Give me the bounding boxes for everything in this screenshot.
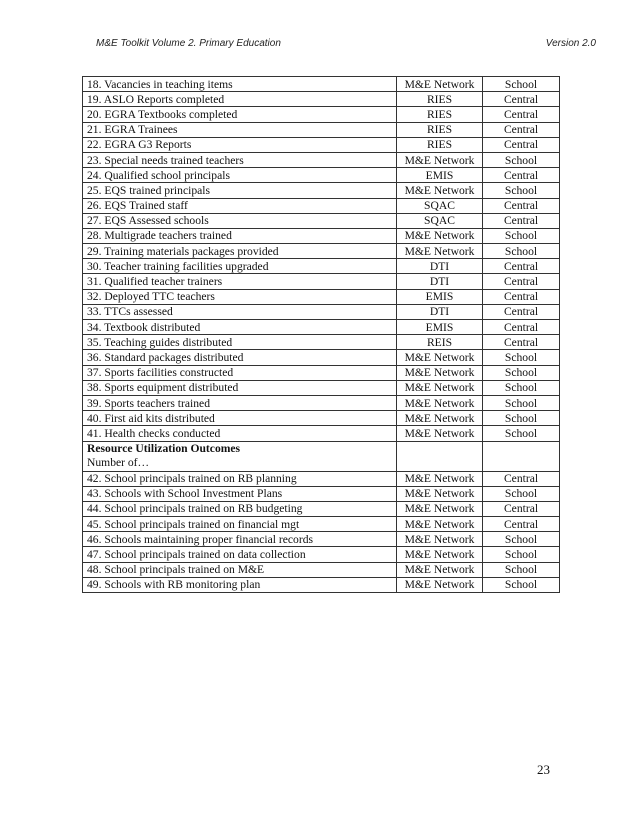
page-header xyxy=(96,38,596,54)
section-header-group xyxy=(83,441,560,471)
level-cell: School xyxy=(483,532,560,547)
level-cell: Central xyxy=(483,92,560,107)
data-source-cell: M&E Network xyxy=(397,547,483,562)
data-source-cell: SQAC xyxy=(397,198,483,213)
document-title: M&E Toolkit Volume 2. Primary Education xyxy=(96,38,281,49)
level-cell: Central xyxy=(483,122,560,137)
data-source-cell: M&E Network xyxy=(397,244,483,259)
level-cell: Central xyxy=(483,471,560,486)
level-cell: School xyxy=(483,152,560,167)
level-cell: School xyxy=(483,562,560,577)
table-row xyxy=(83,107,560,122)
data-source-cell: M&E Network xyxy=(397,350,483,365)
table-row xyxy=(83,411,560,426)
indicator-cell: 43. Schools with School Investment Plans xyxy=(83,486,397,501)
data-source-cell: SQAC xyxy=(397,213,483,228)
table-row xyxy=(83,244,560,259)
data-source-cell: M&E Network xyxy=(397,183,483,198)
indicator-cell: 21. EGRA Trainees xyxy=(83,122,397,137)
indicator-cell: 45. School principals trained on financial mgt xyxy=(83,517,397,532)
indicator-cell: 39. Sports teachers trained xyxy=(83,395,397,410)
table-row xyxy=(83,365,560,380)
page-number: 23 xyxy=(537,762,550,777)
section-header-cell xyxy=(83,441,397,471)
indicator-rows-group-a xyxy=(83,77,560,442)
section-title: Resource Utilization Outcomes xyxy=(87,442,241,455)
indicator-cell: 28. Multigrade teachers trained xyxy=(83,228,397,243)
indicator-cell: 25. EQS trained principals xyxy=(83,183,397,198)
section-header-row xyxy=(83,441,560,471)
table-row xyxy=(83,304,560,319)
data-source-cell: M&E Network xyxy=(397,532,483,547)
indicator-cell: 37. Sports facilities constructed xyxy=(83,365,397,380)
level-cell: School xyxy=(483,380,560,395)
data-source-cell: M&E Network xyxy=(397,562,483,577)
table-row xyxy=(83,395,560,410)
level-cell: Central xyxy=(483,304,560,319)
data-source-cell: EMIS xyxy=(397,168,483,183)
table-row xyxy=(83,198,560,213)
data-source-cell: RIES xyxy=(397,137,483,152)
table-row xyxy=(83,501,560,516)
level-cell: School xyxy=(483,426,560,441)
section-level-cell xyxy=(483,441,560,471)
level-cell: School xyxy=(483,183,560,198)
level-cell: Central xyxy=(483,259,560,274)
data-source-cell: DTI xyxy=(397,259,483,274)
indicator-cell: 42. School principals trained on RB planning xyxy=(83,471,397,486)
level-cell: Central xyxy=(483,335,560,350)
data-source-cell: M&E Network xyxy=(397,517,483,532)
level-cell: Central xyxy=(483,517,560,532)
indicator-cell: 19. ASLO Reports completed xyxy=(83,92,397,107)
table-row xyxy=(83,517,560,532)
indicator-cell: 24. Qualified school principals xyxy=(83,168,397,183)
indicator-cell: 35. Teaching guides distributed xyxy=(83,335,397,350)
indicator-cell: 32. Deployed TTC teachers xyxy=(83,289,397,304)
data-source-cell: M&E Network xyxy=(397,501,483,516)
indicator-cell: 27. EQS Assessed schools xyxy=(83,213,397,228)
level-cell: Central xyxy=(483,213,560,228)
indicator-cell: 33. TTCs assessed xyxy=(83,304,397,319)
level-cell: School xyxy=(483,395,560,410)
data-source-cell: RIES xyxy=(397,122,483,137)
data-source-cell: EMIS xyxy=(397,320,483,335)
data-source-cell: DTI xyxy=(397,304,483,319)
level-cell: Central xyxy=(483,168,560,183)
data-source-cell: RIES xyxy=(397,107,483,122)
table-row xyxy=(83,152,560,167)
indicator-cell: 41. Health checks conducted xyxy=(83,426,397,441)
level-cell: School xyxy=(483,350,560,365)
data-source-cell: M&E Network xyxy=(397,486,483,501)
level-cell: School xyxy=(483,411,560,426)
table-row xyxy=(83,168,560,183)
indicator-cell: 20. EGRA Textbooks completed xyxy=(83,107,397,122)
indicator-cell: 29. Training materials packages provided xyxy=(83,244,397,259)
data-source-cell: M&E Network xyxy=(397,426,483,441)
indicator-cell: 47. School principals trained on data collection xyxy=(83,547,397,562)
data-source-cell: M&E Network xyxy=(397,471,483,486)
table-row xyxy=(83,486,560,501)
level-cell: Central xyxy=(483,274,560,289)
table-row xyxy=(83,350,560,365)
table-row xyxy=(83,92,560,107)
indicator-cell: 44. School principals trained on RB budgeting xyxy=(83,501,397,516)
level-cell: School xyxy=(483,577,560,592)
data-source-cell: EMIS xyxy=(397,289,483,304)
data-source-cell: DTI xyxy=(397,274,483,289)
table-row xyxy=(83,547,560,562)
indicator-cell: 34. Textbook distributed xyxy=(83,320,397,335)
indicator-cell: 46. Schools maintaining proper financial records xyxy=(83,532,397,547)
indicator-cell: 23. Special needs trained teachers xyxy=(83,152,397,167)
indicator-cell: 26. EQS Trained staff xyxy=(83,198,397,213)
table-row xyxy=(83,274,560,289)
table-row xyxy=(83,122,560,137)
level-cell: School xyxy=(483,228,560,243)
data-source-cell: M&E Network xyxy=(397,77,483,92)
level-cell: Central xyxy=(483,320,560,335)
level-cell: Central xyxy=(483,198,560,213)
table-row xyxy=(83,183,560,198)
indicator-cell: 30. Teacher training facilities upgraded xyxy=(83,259,397,274)
level-cell: School xyxy=(483,486,560,501)
level-cell: Central xyxy=(483,289,560,304)
table-row xyxy=(83,77,560,92)
table-row xyxy=(83,577,560,592)
indicator-cell: 18. Vacancies in teaching items xyxy=(83,77,397,92)
level-cell: School xyxy=(483,547,560,562)
table-row xyxy=(83,259,560,274)
table-row xyxy=(83,562,560,577)
table-row xyxy=(83,137,560,152)
indicator-rows-group-b xyxy=(83,471,560,593)
data-source-cell: M&E Network xyxy=(397,380,483,395)
section-source-cell xyxy=(397,441,483,471)
data-source-cell: M&E Network xyxy=(397,365,483,380)
data-source-cell: RIES xyxy=(397,92,483,107)
table-row xyxy=(83,471,560,486)
table-row xyxy=(83,213,560,228)
document-version: Version 2.0 xyxy=(545,38,596,49)
data-source-cell: M&E Network xyxy=(397,152,483,167)
data-source-cell: M&E Network xyxy=(397,228,483,243)
table-row xyxy=(83,228,560,243)
indicator-cell: 22. EGRA G3 Reports xyxy=(83,137,397,152)
level-cell: Central xyxy=(483,137,560,152)
indicator-cell: 48. School principals trained on M&E xyxy=(83,562,397,577)
table-row xyxy=(83,380,560,395)
section-subtitle: Number of… xyxy=(87,456,150,469)
level-cell: Central xyxy=(483,501,560,516)
table-row xyxy=(83,426,560,441)
level-cell: School xyxy=(483,77,560,92)
level-cell: School xyxy=(483,244,560,259)
table-row xyxy=(83,532,560,547)
data-source-cell: REIS xyxy=(397,335,483,350)
data-source-cell: M&E Network xyxy=(397,577,483,592)
data-source-cell: M&E Network xyxy=(397,395,483,410)
level-cell: Central xyxy=(483,107,560,122)
table-row xyxy=(83,289,560,304)
indicators-table xyxy=(82,76,560,593)
indicator-cell: 38. Sports equipment distributed xyxy=(83,380,397,395)
indicator-cell: 36. Standard packages distributed xyxy=(83,350,397,365)
table-row xyxy=(83,335,560,350)
indicator-cell: 31. Qualified teacher trainers xyxy=(83,274,397,289)
data-source-cell: M&E Network xyxy=(397,411,483,426)
level-cell: School xyxy=(483,365,560,380)
table-row xyxy=(83,320,560,335)
indicator-cell: 40. First aid kits distributed xyxy=(83,411,397,426)
indicator-cell: 49. Schools with RB monitoring plan xyxy=(83,577,397,592)
